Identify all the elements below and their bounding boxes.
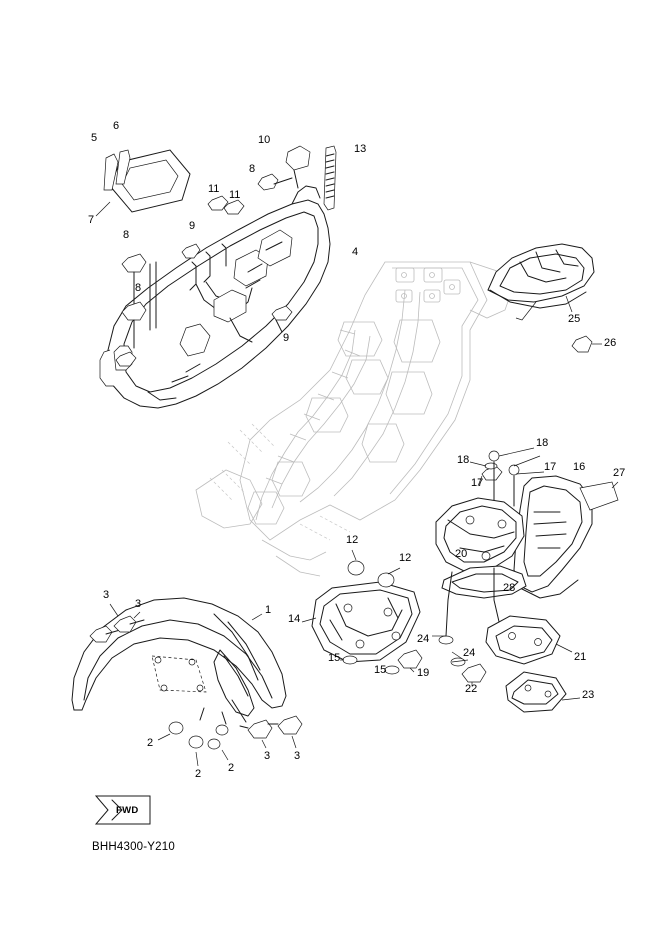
callout-26: 26 <box>604 337 617 349</box>
callout-19: 19 <box>417 667 430 679</box>
callout-12-a: 12 <box>346 534 359 546</box>
callout-8-b: 8 <box>123 229 130 241</box>
callout-11-b: 11 <box>229 189 241 201</box>
callout-3-c: 3 <box>264 750 271 762</box>
callout-12-b: 12 <box>399 552 412 564</box>
callout-3-d: 3 <box>294 750 301 762</box>
callout-27: 27 <box>613 467 626 479</box>
callout-5: 5 <box>91 132 98 144</box>
tail-assembly <box>432 448 618 712</box>
fwd-label: FWD <box>116 805 139 816</box>
callout-10: 10 <box>258 134 271 146</box>
callout-18-b: 18 <box>457 454 470 466</box>
callout-14: 14 <box>288 613 301 625</box>
callout-18-a: 18 <box>536 437 549 449</box>
callout-3-b: 3 <box>135 598 142 610</box>
callout-2-b: 2 <box>195 768 202 780</box>
callout-17-b: 17 <box>471 477 484 489</box>
callout-24-b: 24 <box>463 647 476 659</box>
callout-4: 4 <box>352 246 359 258</box>
callout-20: 20 <box>455 548 468 560</box>
callout-3-a: 3 <box>103 589 110 601</box>
callout-21: 21 <box>574 651 587 663</box>
callout-15-b: 15 <box>374 664 387 676</box>
callout-6: 6 <box>113 120 120 132</box>
callout-17-a: 17 <box>544 461 557 473</box>
callout-13: 13 <box>354 143 367 155</box>
callout-8-c: 8 <box>135 282 142 294</box>
front-fender-assembly <box>72 598 302 766</box>
callout-28: 28 <box>503 582 516 594</box>
grab-bar-assembly <box>488 244 602 352</box>
part-code: BHH4300-Y210 <box>92 841 175 853</box>
callout-15-a: 15 <box>328 652 341 664</box>
callout-8-a: 8 <box>249 163 256 175</box>
callout-2-c: 2 <box>228 762 235 774</box>
callout-7: 7 <box>88 214 95 226</box>
callout-9-a: 9 <box>189 220 196 232</box>
callout-2-a: 2 <box>147 737 154 749</box>
callout-9-b: 9 <box>283 332 290 344</box>
callout-16: 16 <box>573 461 586 473</box>
callout-25: 25 <box>568 313 581 325</box>
callout-1: 1 <box>265 604 272 616</box>
callout-24-a: 24 <box>417 633 430 645</box>
license-bracket-assembly <box>302 550 422 674</box>
callout-23: 23 <box>582 689 595 701</box>
callout-11-a: 11 <box>208 183 220 195</box>
callout-22: 22 <box>465 683 478 695</box>
